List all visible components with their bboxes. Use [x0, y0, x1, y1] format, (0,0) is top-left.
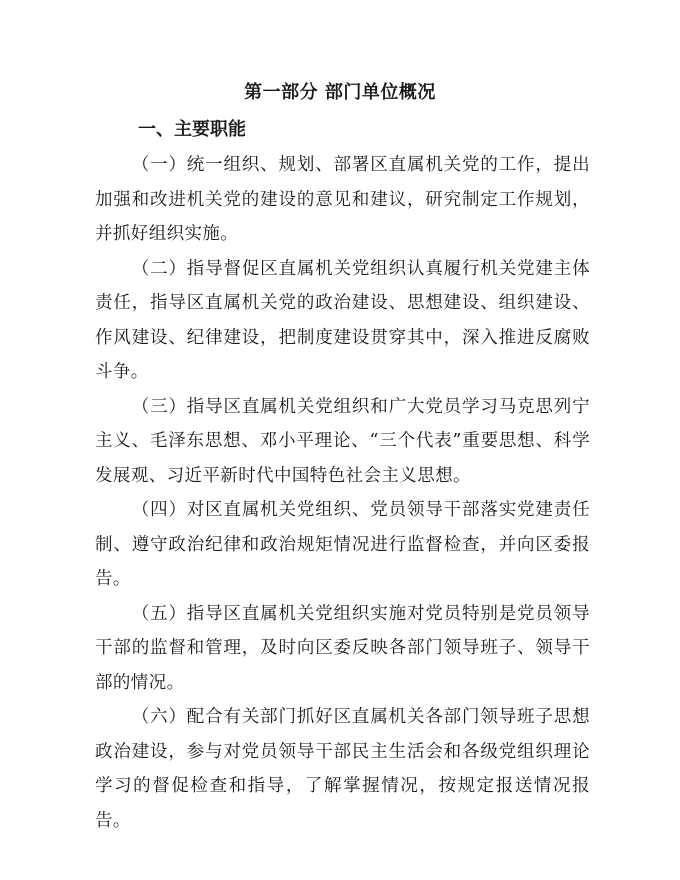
page-title: 第一部分 部门单位概况: [244, 82, 436, 103]
paragraph-3: （三）指导区直属机关党组织和广大党员学习马克思列宁主义、毛泽东思想、邓小平理论、“三个代表”重要思想、科学发展观、习近平新时代中国特色社会主义思想。: [95, 396, 590, 486]
paragraph-5: （五）指导区直属机关党组织实施对党员特别是党员领导干部的监督和管理，及时向区委反映各部门领导班子、领导干部的情况。: [95, 603, 590, 693]
body-text: [95, 148, 590, 838]
paragraph-2: （二）指导督促区直属机关党组织认真履行机关党建主体责任，指导区直属机关党的政治建设、思想建设、组织建设、作风建设、纪律建设，把制度建设贯穿其中，深入推进反腐败斗争。: [95, 258, 590, 382]
paragraph-4: （四）对区直属机关党组织、党员领导干部落实党建责任制、遵守政治纪律和政治规矩情况进行监督检查，并向区委报告。: [95, 500, 590, 589]
paragraph-6: （六）配合有关部门抓好区直属机关各部门领导班子思想政治建设，参与对党员领导干部民主生活会和各级党组织理论学习的督促检查和指导，了解掌握情况，按规定报送情况报告。: [95, 707, 590, 831]
section-heading: 一、主要职能: [138, 119, 246, 140]
paragraph-1: （一）统一组织、规划、部署区直属机关党的工作，提出加强和改进机关党的建设的意见和建议，研究制定工作规划，并抓好组织实施。: [95, 155, 590, 244]
